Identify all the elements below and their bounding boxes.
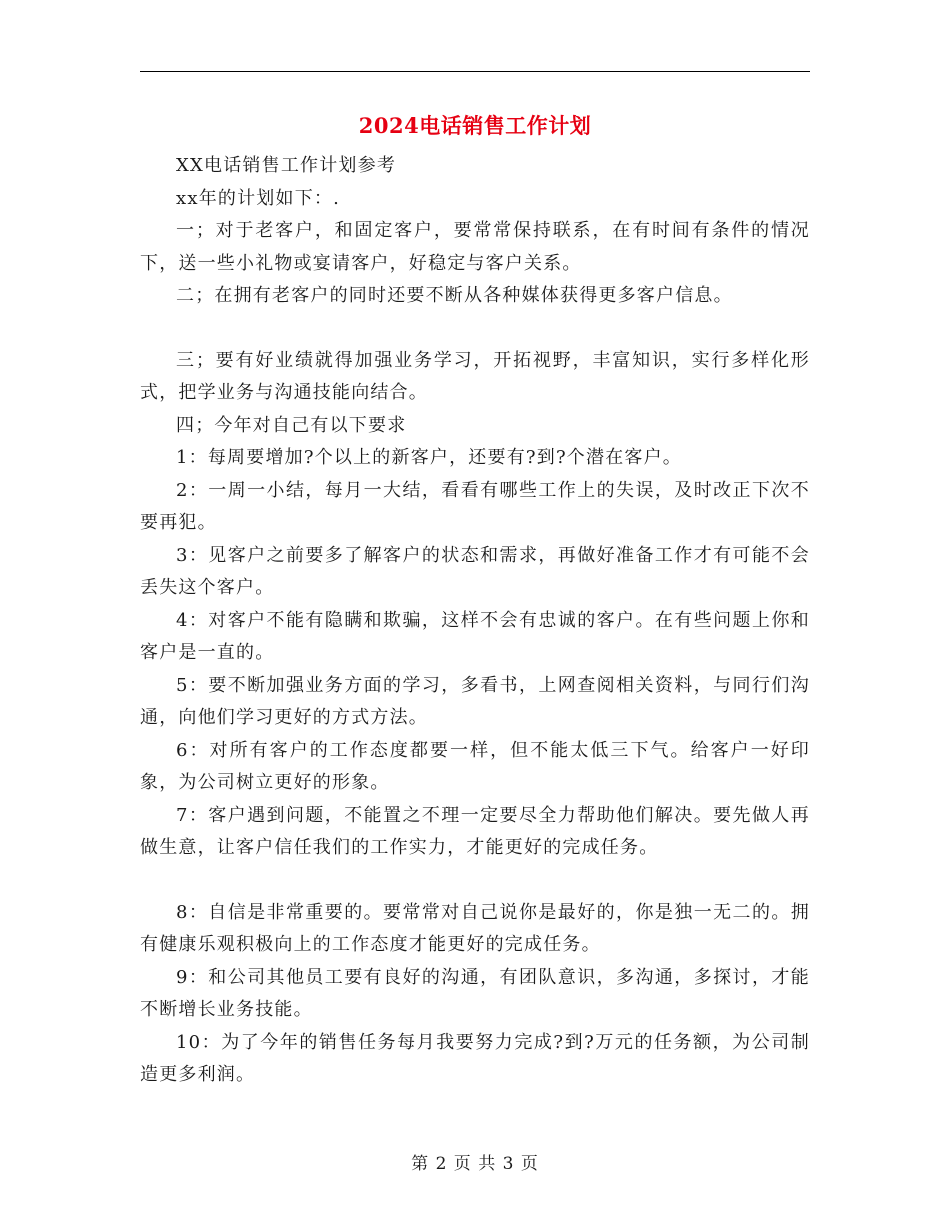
paragraph-item-two: 二；在拥有老客户的同时还要不断从各种媒体获得更多客户信息。 [176,285,733,306]
paragraph-requirement-7: 7：客户遇到问题，不能置之不理一定要尽全力帮助他们解决。要先做人再做生意，让客户信任我们的工作实力，才能更好的完成任务。 [140,804,810,858]
paragraph-requirement-3: 3：见客户之前要多了解客户的状态和需求，再做好准备工作才有可能不会丢失这个客户。 [140,544,810,598]
paragraph-item-one: 一；对于老客户，和固定客户，要常常保持联系，在有时间有条件的情况下，送一些小礼物或宴请客户，好稳定与客户关系。 [140,220,810,274]
paragraph-reference-heading: XX电话销售工作计划参考 [176,155,397,176]
paragraph-item-four: 四；今年对自己有以下要求 [176,414,407,436]
paragraph-requirement-5: 5：要不断加强业务方面的学习，多看书，上网查阅相关资料，与同行们沟通，向他们学习更好的方式方法。 [140,674,810,728]
document-body [140,150,810,1092]
header-rule [140,71,810,72]
page-number: 第 2 页 共 3 页 [411,1154,539,1174]
paragraph-requirement-10: 10：为了今年的销售任务每月我要努力完成?到?万元的任务额，为公司制造更多利润。 [140,1031,810,1085]
paragraph-item-three: 三；要有好业绩就得加强业务学习，开拓视野，丰富知识，实行多样化形式，把学业务与沟通技能向结合。 [140,349,810,403]
paragraph-plan-intro: xx年的计划如下：. [176,187,341,209]
paragraph-requirement-2: 2：一周一小结，每月一大结，看看有哪些工作上的失误，及时改正下次不要再犯。 [140,479,810,533]
paragraph-requirement-6: 6：对所有客户的工作态度都要一样，但不能太低三下气。给客户一好印象，为公司树立更好的形象。 [140,739,810,793]
paragraph-requirement-1: 1：每周要增加?个以上的新客户，还要有?到?个潜在客户。 [176,447,683,468]
document-title: 2024电话销售工作计划 [358,113,592,138]
paragraph-requirement-8: 8：自信是非常重要的。要常常对自己说你是最好的，你是独一无二的。拥有健康乐观积极向上的工作态度才能更好的完成任务。 [140,901,810,955]
paragraph-requirement-9: 9：和公司其他员工要有良好的沟通，有团队意识，多沟通，多探讨，才能不断增长业务技能。 [140,966,810,1020]
paragraph-requirement-4: 4：对客户不能有隐瞒和欺骗，这样不会有忠诚的客户。在有些问题上你和客户是一直的。 [140,609,810,663]
